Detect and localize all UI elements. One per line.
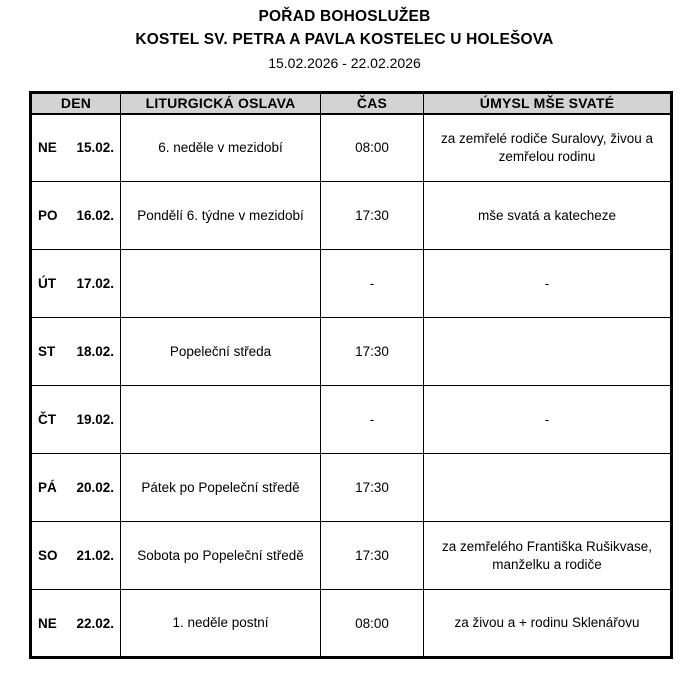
column-header-cas: ČAS <box>321 93 424 114</box>
table-row <box>31 250 672 318</box>
time-cell: 08:00 <box>321 590 424 658</box>
intention-cell: - <box>424 386 672 454</box>
table-row <box>31 386 672 454</box>
celebration-cell: 1. neděle postní <box>121 590 321 658</box>
day-wrap <box>32 344 120 359</box>
table-row <box>31 454 672 522</box>
day-cell <box>31 454 121 522</box>
day-wrap <box>32 208 120 223</box>
day-date: 16.02. <box>76 208 114 223</box>
day-cell <box>31 318 121 386</box>
table-row <box>31 590 672 658</box>
day-abbrev: NE <box>38 615 57 631</box>
day-wrap <box>32 412 120 427</box>
table-row <box>31 182 672 250</box>
day-abbrev: NE <box>38 140 57 156</box>
intention-cell: za zemřelé rodiče Suralovy, živou a zemřelou rodinu <box>424 114 672 182</box>
day-date: 20.02. <box>76 480 114 495</box>
celebration-cell: Sobota po Popeleční středě <box>121 522 321 590</box>
column-header-umysl: ÚMYSL MŠE SVATÉ <box>424 93 672 114</box>
day-abbrev: ÚT <box>38 276 56 291</box>
day-abbrev: ČT <box>38 412 56 427</box>
intention-cell: mše svatá a katecheze <box>424 182 672 250</box>
celebration-cell: Popeleční středa <box>121 318 321 386</box>
day-cell <box>31 114 121 182</box>
table-row <box>31 318 672 386</box>
day-cell <box>31 590 121 658</box>
day-date: 17.02. <box>76 276 114 291</box>
celebration-cell <box>121 250 321 318</box>
column-header-liturgicka-oslava: LITURGICKÁ OSLAVA <box>121 93 321 114</box>
celebration-cell: Pondělí 6. týdne v mezidobí <box>121 182 321 250</box>
time-cell: 17:30 <box>321 454 424 522</box>
day-date: 15.02. <box>76 140 114 156</box>
celebration-cell: Pátek po Popeleční středě <box>121 454 321 522</box>
time-cell: 17:30 <box>321 318 424 386</box>
day-wrap <box>32 616 120 631</box>
day-abbrev: SO <box>38 548 58 563</box>
day-cell <box>31 250 121 318</box>
header-row <box>31 93 672 114</box>
time-cell: 08:00 <box>321 114 424 182</box>
intention-cell: za zemřelého Františka Rušikvase, manželku a rodiče <box>424 522 672 590</box>
day-wrap <box>32 276 120 291</box>
schedule-body <box>31 114 672 658</box>
day-wrap <box>32 548 120 563</box>
column-header-den: DEN <box>31 93 121 114</box>
day-wrap <box>32 480 120 495</box>
day-abbrev: PÁ <box>38 480 57 495</box>
intention-cell: za živou a + rodinu Sklenářovu <box>424 590 672 658</box>
table-header <box>31 93 672 114</box>
page-title: POŘAD BOHOSLUŽEB <box>258 8 431 25</box>
time-cell: 17:30 <box>321 182 424 250</box>
date-range: 15.02.2026 - 22.02.2026 <box>268 55 421 71</box>
day-date: 19.02. <box>76 412 114 427</box>
table-row <box>31 114 672 182</box>
table-row <box>31 522 672 590</box>
day-wrap <box>32 140 120 155</box>
intention-cell: - <box>424 250 672 318</box>
day-date: 22.02. <box>76 615 114 631</box>
day-cell <box>31 522 121 590</box>
day-date: 18.02. <box>76 344 114 359</box>
day-abbrev: PO <box>38 208 58 223</box>
time-cell: - <box>321 386 424 454</box>
day-abbrev: ST <box>38 344 56 359</box>
document-header <box>0 0 689 72</box>
day-cell <box>31 182 121 250</box>
intention-cell <box>424 454 672 522</box>
church-name: KOSTEL SV. PETRA A PAVLA KOSTELEC U HOLEŠOVA <box>135 31 554 48</box>
time-cell: - <box>321 250 424 318</box>
time-cell: 17:30 <box>321 522 424 590</box>
day-date: 21.02. <box>76 548 114 563</box>
celebration-cell <box>121 386 321 454</box>
day-cell <box>31 386 121 454</box>
schedule-table <box>29 91 673 659</box>
intention-cell <box>424 318 672 386</box>
celebration-cell: 6. neděle v mezidobí <box>121 114 321 182</box>
